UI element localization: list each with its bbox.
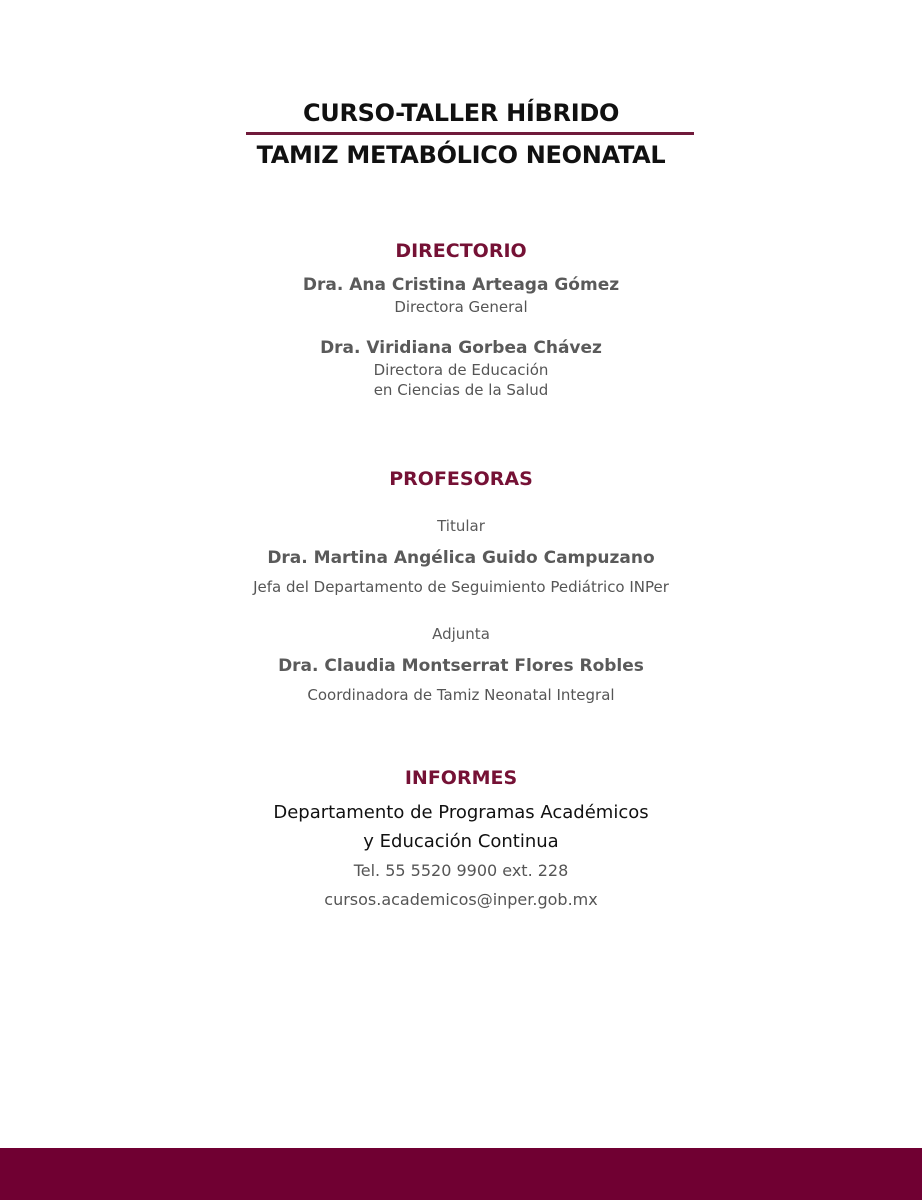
department-line-2: y Educación Continua — [363, 831, 559, 852]
titular-name: Dra. Martina Angélica Guido Campuzano — [267, 548, 655, 568]
footer-bar — [0, 1148, 922, 1200]
course-title: CURSO-TALLER HÍBRIDO — [302, 99, 620, 127]
title-divider — [246, 132, 694, 135]
directorio-heading: DIRECTORIO — [395, 240, 527, 262]
adjunta-name: Dra. Claudia Montserrat Flores Robles — [278, 656, 644, 676]
titular-role: Jefa del Departamento de Seguimiento Pediátrico INPer — [253, 578, 669, 596]
director-general-name: Dra. Ana Cristina Arteaga Gómez — [302, 275, 620, 295]
course-subtitle: TAMIZ METABÓLICO NEONATAL — [256, 141, 666, 169]
informes-heading: INFORMES — [404, 767, 518, 789]
director-education-role-line-1: Directora de Educación — [373, 361, 549, 379]
contact-email[interactable]: cursos.academicos@inper.gob.mx — [324, 890, 598, 909]
director-general-role: Directora General — [394, 298, 528, 316]
contact-phone: Tel. 55 5520 9900 ext. 228 — [353, 861, 569, 880]
adjunta-label: Adjunta — [432, 625, 490, 643]
adjunta-role: Coordinadora de Tamiz Neonatal Integral — [307, 686, 615, 704]
director-education-name: Dra. Viridiana Gorbea Chávez — [320, 338, 602, 358]
profesoras-heading: PROFESORAS — [389, 468, 533, 490]
director-education-role-line-2: en Ciencias de la Salud — [373, 381, 549, 399]
department-line-1: Departamento de Programas Académicos — [273, 802, 649, 823]
titular-label: Titular — [437, 517, 485, 535]
